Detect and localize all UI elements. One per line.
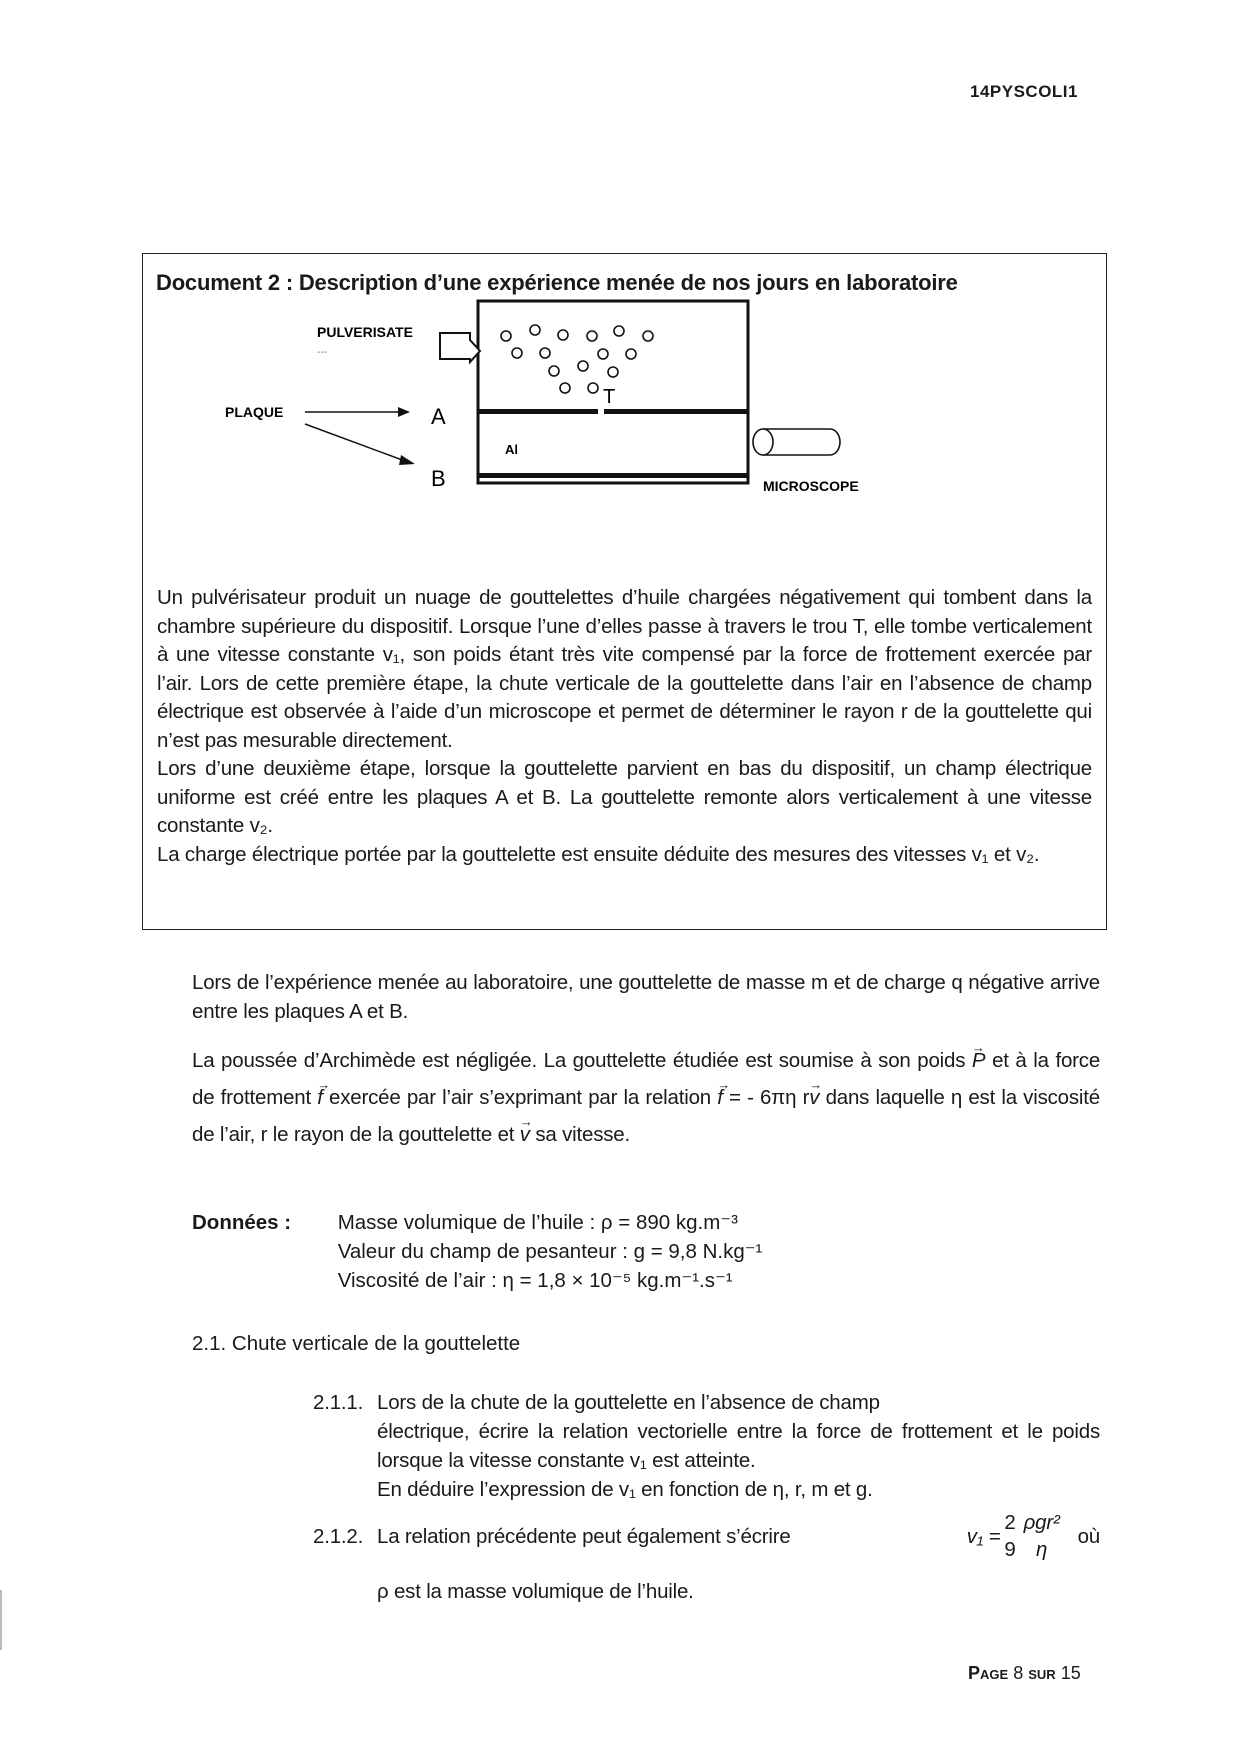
section-title: 2.1. Chute verticale de la gouttelette [192, 1332, 521, 1355]
velocity-vector: → v [520, 1116, 530, 1153]
question-2-1-2 [313, 1510, 1100, 1606]
forces-text: La poussée d’Archimède est négligée. La gouttelette étudiée est soumise à son poids [192, 1049, 966, 1072]
forces-text: sa vitesse. [535, 1123, 631, 1146]
friction-equation: = - 6πη r [722, 1086, 810, 1109]
question-text: En déduire l’expression de v₁ en fonction de η, r, m et g. [377, 1478, 873, 1501]
formula-fraction [1024, 1510, 1060, 1563]
frac-num: ρgr² [1024, 1510, 1060, 1537]
frac-num: 2 [1004, 1510, 1015, 1537]
forces-text: et à la force de frottement [192, 1049, 1101, 1109]
question-text: ρ est la masse volumique de l’huile. [377, 1580, 694, 1603]
scan-margin-mark [0, 1590, 2, 1650]
forces-text: dans laquelle η est la viscosité de l’air, r le rayon de la gouttelette et [192, 1086, 1100, 1146]
question-text: électrique, écrire la relation vectorielle entre la force de frottement et le poids lorsque la vitesse constante v₁ est atteinte. [377, 1420, 1100, 1472]
label-air: Al [505, 442, 518, 457]
label-microscope: MICROSCOPE [763, 478, 859, 494]
friction-vector: → f [717, 1079, 723, 1116]
question-text: La relation précédente peut également s’écrire [377, 1525, 791, 1548]
friction-vector: → f [317, 1079, 323, 1116]
data-oil-density: Masse volumique de l’huile : ρ = 890 kg.m⁻³ [337, 1211, 738, 1234]
velocity-vector: → v [809, 1079, 819, 1116]
forces-text: exercée par l’air s’exprimant par la relation [329, 1086, 711, 1109]
data-label: Données : [192, 1211, 292, 1234]
question-number: 2.1.2. [313, 1525, 364, 1548]
formula-lhs: v₁ = [966, 1525, 1001, 1548]
question-number: 2.1.1. [313, 1391, 364, 1414]
label-pulverisateur: PULVERISATE [317, 324, 413, 340]
exam-reference: 14PYSCOLI1 [970, 82, 1078, 101]
doc-paragraph: La charge électrique portée par la gouttelette est ensuite déduite des mesures des vitesses v₁ et v₂. [157, 842, 1040, 866]
forces-paragraph [192, 1042, 1100, 1153]
frac-den: η [1036, 1538, 1048, 1561]
document-title: Document 2 : Description d’une expérience menée de nos jours en laboratoire [156, 270, 958, 295]
document-box [142, 253, 1107, 930]
question-2-1-1 [313, 1388, 1100, 1504]
formula-fraction [1004, 1510, 1015, 1563]
label-plaque: PLAQUE [225, 404, 284, 420]
data-gravity: Valeur du champ de pesanteur : g = 9,8 N.kg⁻¹ [337, 1240, 763, 1263]
doc-paragraph: Un pulvérisateur produit un nuage de gouttelettes d’huile chargées négativement qui tombent dans la chambre supérieure du dispositif. Lorsque l’une d’elles passe à travers le trou T, elle tombe verticalement à une vitesse constante v₁, son poids étant très vite compensé par la force de frottement exercée par l’air. Lors de cette première étape, la chute verticale de la gouttelette dans l’air en l’absence de champ électrique est observée à l’aide d’un microscope et permet de déterminer le rayon r de la gouttelette qui n’est pas mesurable directement. [157, 586, 1092, 752]
page-number: 8 [1013, 1663, 1024, 1683]
svg-text:---: --- [317, 347, 327, 358]
label-plate-b: B [431, 466, 446, 491]
data-block [192, 1208, 762, 1295]
question-text: où [1077, 1525, 1100, 1548]
sur-word: sur [1028, 1663, 1056, 1683]
doc-paragraph: Lors d’une deuxième étape, lorsque la gouttelette parvient en bas du dispositif, un champ électrique uniforme est créé entre les plaques A et B. La gouttelette remonte alors verticalement à une vitesse constante v₂. [157, 757, 1092, 837]
page-word: Page [968, 1663, 1009, 1683]
frac-den: 9 [1004, 1538, 1016, 1561]
label-plate-a: A [431, 404, 446, 429]
intro-text: Lors de l’expérience menée au laboratoire, une gouttelette de masse m et de charge q négative arrive entre les plaques A et B. [192, 971, 1100, 1023]
question-text: Lors de la chute de la gouttelette en l’absence de champ [377, 1391, 880, 1414]
weight-vector: → P [972, 1042, 985, 1079]
intro-paragraph [192, 968, 1100, 1026]
document-text [157, 584, 1092, 869]
total-pages: 15 [1060, 1663, 1081, 1683]
page-footer [968, 1663, 1081, 1684]
label-hole-t: T [603, 386, 616, 408]
data-air-viscosity: Viscosité de l’air : η = 1,8 × 10⁻⁵ kg.m⁻¹.s⁻¹ [337, 1269, 733, 1292]
